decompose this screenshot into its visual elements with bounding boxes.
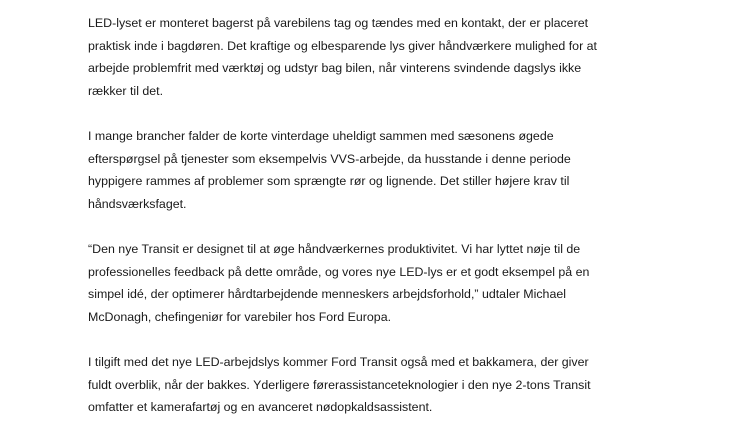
paragraph-led-light [88,12,658,102]
paragraph-rear-camera [88,351,658,419]
text-line: LED-lyset er monteret bagerst på varebilens tag og tændes med en kontakt, der er placeret [88,16,589,30]
text-line: I mange brancher falder de korte vinterdage uheldigt sammen med sæsonens øgede [88,129,554,143]
text-line: professionelles feedback på dette område, og vores nye LED-lys er et godt eksempel på en [88,264,590,279]
paragraph-winter-demand [88,125,658,215]
text-line: I tilgift med det nye LED-arbejdslys kommer Ford Transit også med et bakkamera, der giver [88,355,589,369]
text-line: rækker til det. [88,83,164,98]
text-line: fuldt overblik, når der bakkes. Yderligere førerassistanceteknologier i den nye 2-tons Transit [88,377,591,392]
text-line: håndsværksfaget. [88,196,187,211]
text-line: omfatter et kamerafartøj og en avanceret nødopkaldsassistent. [88,400,433,414]
text-line: McDonagh, chefingeniør for varebiler hos Ford Europa. [88,309,392,324]
text-line: simpel idé, der optimerer hårdtarbejdende menneskers arbejdsforhold,” udtaler Michael [88,287,566,301]
text-line: praktisk inde i bagdøren. Det kraftige og elbesparende lys giver håndværkere mulighed for at [88,38,597,53]
text-line: “Den nye Transit er designet til at øge håndværkernes produktivitet. Vi har lyttet nøje til de [88,242,581,256]
text-line: hyppigere rammes af problemer som sprængte rør og lignende. Det stiller højere krav til [88,174,570,188]
text-line: arbejde problemfrit med værktøj og udstyr bag bilen, når vinterens svindende dagslys ikke [88,61,582,75]
paragraph-quote [88,238,658,328]
document-body [88,12,658,442]
text-line: efterspørgsel på tjenester som eksempelvis VVS-arbejde, da husstande i denne periode [88,151,571,166]
